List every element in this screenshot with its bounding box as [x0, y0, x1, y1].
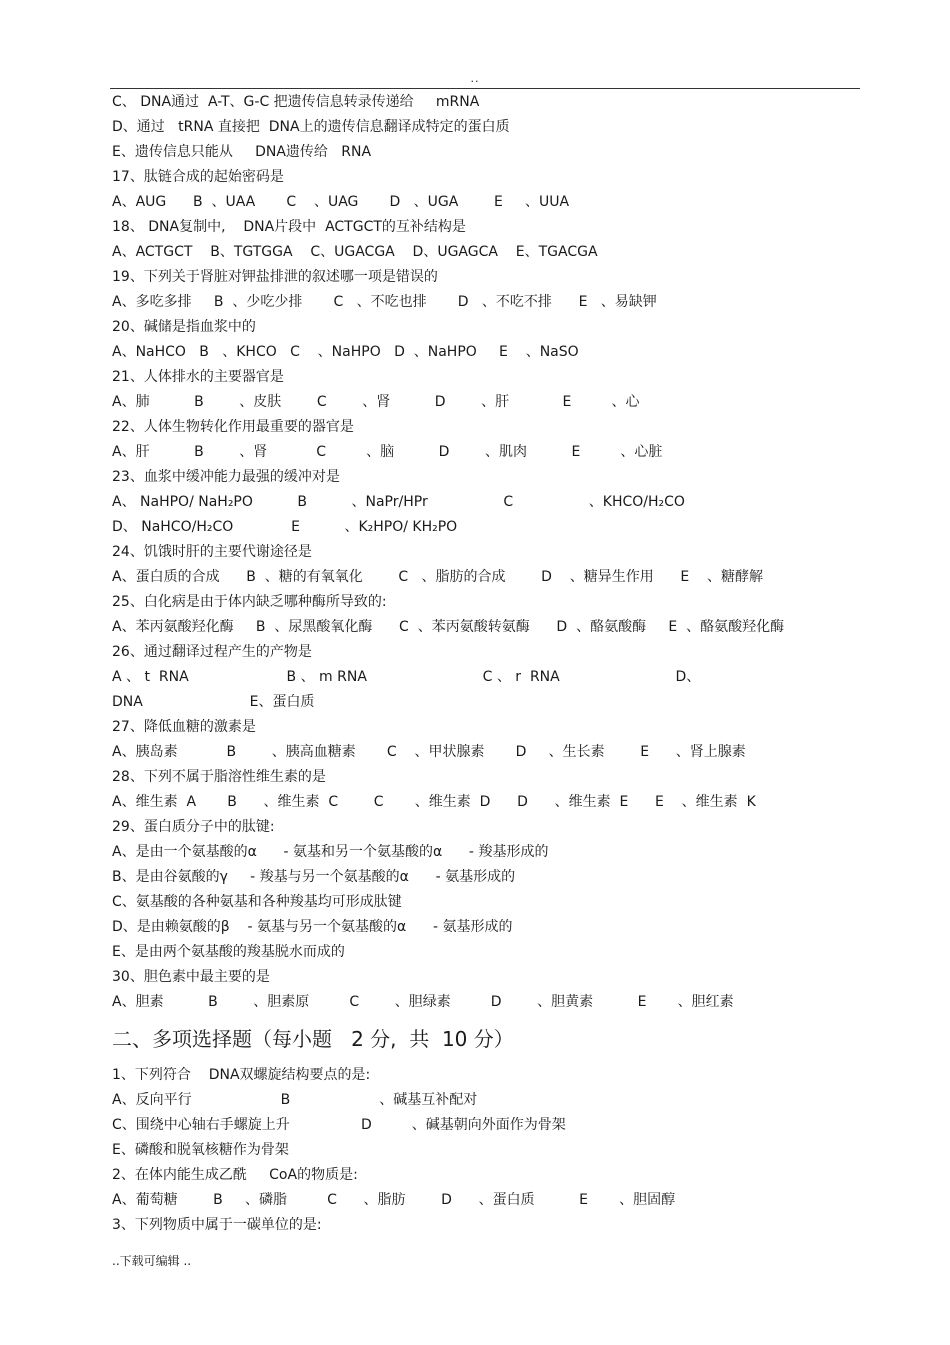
text-line: 21、人体排水的主要器官是: [112, 369, 284, 385]
text-line: A、胆素 B 、胆素原 C 、胆绿素 D 、胆黄素 E 、胆红素: [112, 994, 734, 1010]
text-line: C、氨基酸的各种氨基和各种羧基均可形成肽键: [112, 894, 402, 910]
header-rule: [110, 88, 860, 89]
text-line: A、ACTGCT B、TGTGGA C、UGACGA D、UGAGCA E、TGACGA: [112, 244, 598, 260]
text-line: A、苯丙氨酸羟化酶 B 、尿黑酸氧化酶 C 、苯丙氨酸转氨酶 D 、酪氨酸酶 E 、酪氨酸羟化酶: [112, 619, 785, 635]
text-line: 26、通过翻译过程产生的产物是: [112, 644, 312, 660]
text-line: E、是由两个氨基酸的羧基脱水而成的: [112, 944, 345, 960]
text-line: 29、蛋白质分子中的肽键:: [112, 819, 275, 835]
section-heading: 二、多项选择题（每小题 2 分, 共 10 分）: [112, 1027, 514, 1051]
text-line: A、 NaHPO/ NaH₂PO B 、NaPr/HPr C 、KHCO/H₂CO: [112, 494, 685, 510]
footer-text: ..下载可编辑 ..: [112, 1254, 192, 1268]
text-line: A、肝 B 、肾 C 、脑 D 、肌肉 E 、心脏: [112, 444, 663, 460]
text-line: 19、下列关于肾脏对钾盐排泄的叙述哪一项是错误的: [112, 269, 438, 285]
text-line: 20、碱储是指血浆中的: [112, 319, 256, 335]
text-line: C、 DNA通过 A-T、G-C 把遗传信息转录传递给 mRNA: [112, 94, 480, 110]
text-line: A、是由一个氨基酸的α - 氨基和另一个氨基酸的α - 羧基形成的: [112, 844, 549, 860]
text-line: 1、下列符合 DNA双螺旋结构要点的是:: [112, 1067, 371, 1083]
text-line: 24、饥饿时肝的主要代谢途径是: [112, 544, 312, 560]
text-line: A、葡萄糖 B 、磷脂 C 、脂肪 D 、蛋白质 E 、胆固醇: [112, 1192, 676, 1208]
text-line: 27、降低血糖的激素是: [112, 719, 256, 735]
question-block-2: [112, 1063, 857, 1238]
text-line: 25、白化病是由于体内缺乏哪种酶所导致的:: [112, 594, 387, 610]
document-body: [112, 90, 857, 1238]
text-line: A、胰岛素 B 、胰高血糖素 C 、甲状腺素 D 、生长素 E 、肾上腺素: [112, 744, 746, 760]
text-line: 22、人体生物转化作用最重要的器官是: [112, 419, 354, 435]
text-line: A、肺 B 、皮肤 C 、肾 D 、肝 E 、心: [112, 394, 640, 410]
text-line: 23、血浆中缓冲能力最强的缓冲对是: [112, 469, 340, 485]
text-line: D、 NaHCO/H₂CO E 、K₂HPO/ KH₂PO: [112, 519, 458, 535]
text-line: 3、下列物质中属于一碳单位的是:: [112, 1217, 322, 1233]
text-line: A、AUG B 、UAA C 、UAG D 、UGA E 、UUA: [112, 194, 570, 210]
text-line: 30、胆色素中最主要的是: [112, 969, 270, 985]
text-line: 18、 DNA复制中, DNA片段中 ACTGCT的互补结构是: [112, 219, 466, 235]
text-line: 28、下列不属于脂溶性维生素的是: [112, 769, 326, 785]
question-block-1: [112, 90, 857, 1015]
text-line: 2、在体内能生成乙酰 CoA的物质是:: [112, 1167, 358, 1183]
header-mark: ..: [470, 72, 480, 85]
text-line: D、通过 tRNA 直接把 DNA上的遗传信息翻译成特定的蛋白质: [112, 119, 510, 135]
text-line: 17、肽链合成的起始密码是: [112, 169, 284, 185]
text-line: B、是由谷氨酸的γ - 羧基与另一个氨基酸的α - 氨基形成的: [112, 869, 516, 885]
text-line: A、多吃多排 B 、少吃少排 C 、不吃也排 D 、不吃不排 E 、易缺钾: [112, 294, 657, 310]
text-line: DNA E、蛋白质: [112, 694, 315, 710]
text-line: A、蛋白质的合成 B 、糖的有氧氧化 C 、脂肪的合成 D 、糖异生作用 E 、糖酵解: [112, 569, 764, 585]
text-line: A、维生素 A B 、维生素 C C 、维生素 D D 、维生素 E E 、维生素 K: [112, 794, 756, 810]
text-line: A、NaHCO B 、KHCO C 、NaHPO D 、NaHPO E 、NaSO: [112, 344, 579, 360]
text-line: E、磷酸和脱氧核糖作为骨架: [112, 1142, 289, 1158]
text-line: D、是由赖氨酸的β - 氨基与另一个氨基酸的α - 氨基形成的: [112, 919, 513, 935]
text-line: E、遗传信息只能从 DNA遗传给 RNA: [112, 144, 372, 160]
text-line: C、围绕中心轴右手螺旋上升 D 、碱基朝向外面作为骨架: [112, 1117, 566, 1133]
text-line: A 、 t RNA B 、 m RNA C 、 r RNA D、: [112, 669, 701, 685]
text-line: A、反向平行 B 、碱基互补配对: [112, 1092, 478, 1108]
